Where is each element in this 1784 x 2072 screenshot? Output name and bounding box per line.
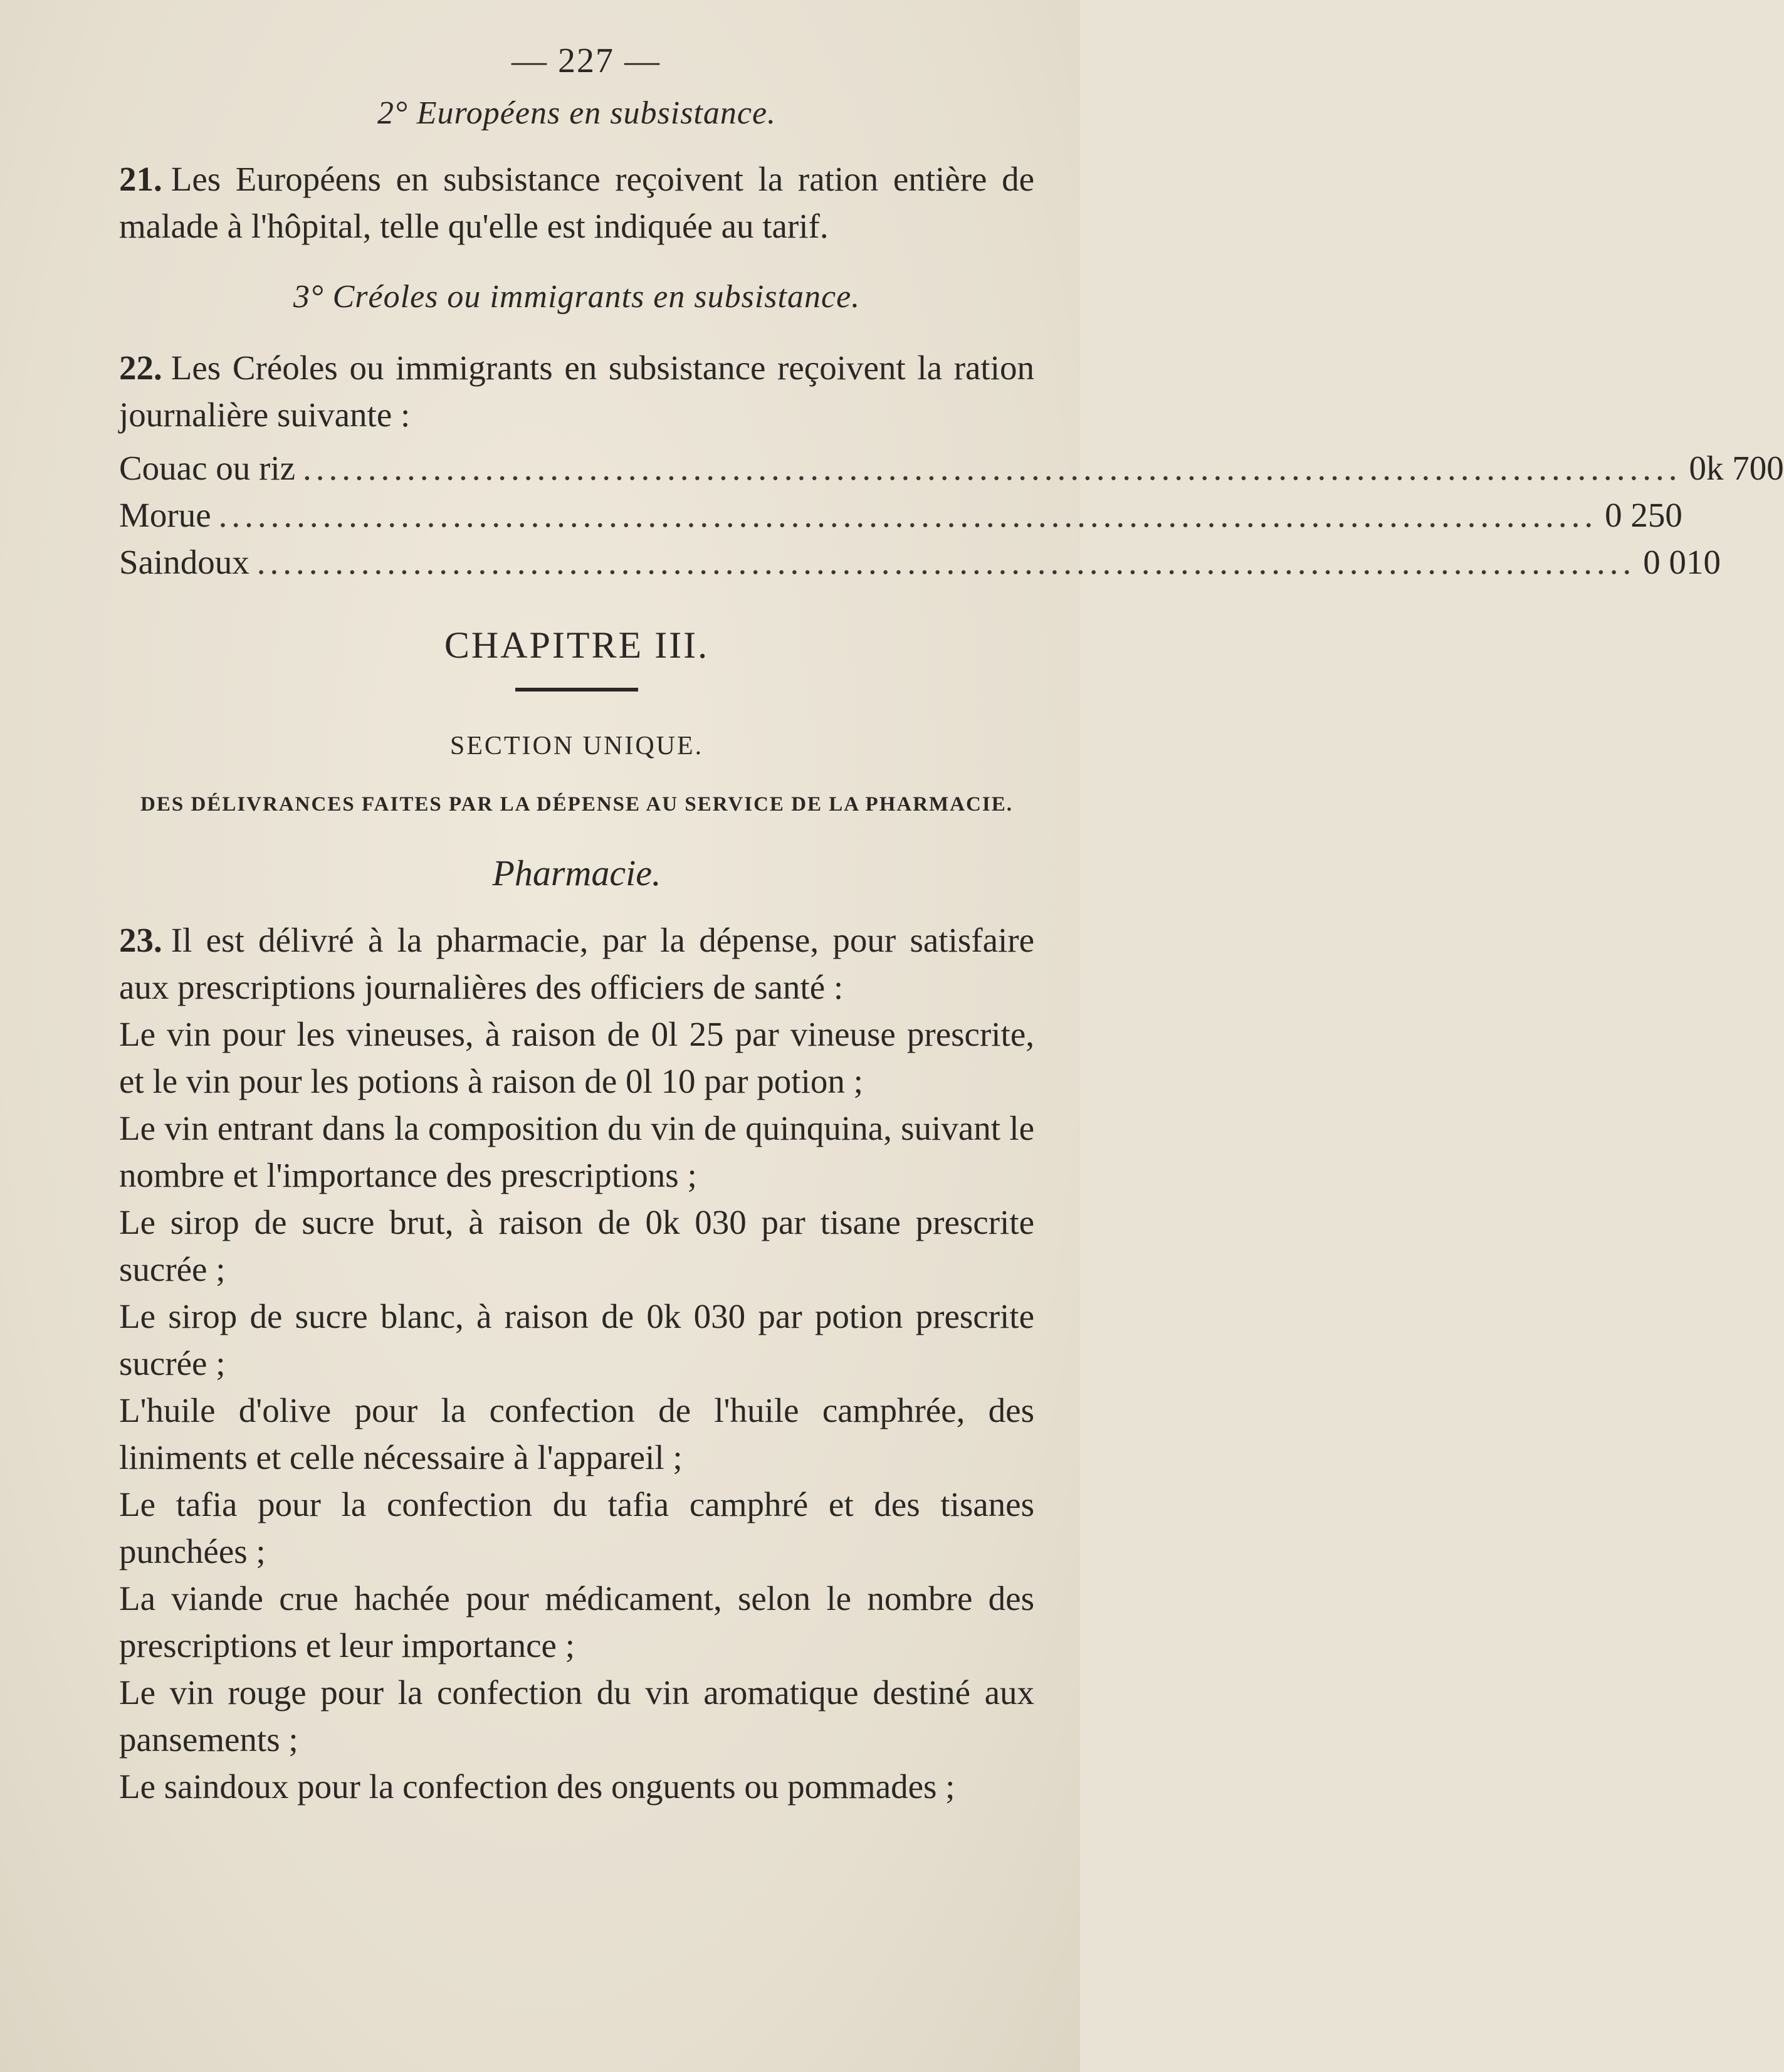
list-item: Le saindoux pour la confection des onguents ou pommades ; bbox=[119, 1767, 955, 1806]
list-item: L'huile d'olive pour la confection de l'huile camphrée, des liniments et celle nécessaire à l'appareil ; bbox=[119, 1391, 1034, 1476]
ration-row bbox=[119, 444, 1784, 492]
page-number: — 227 — bbox=[512, 41, 661, 80]
leader-dots: .......................................................................................................... bbox=[303, 449, 1682, 487]
ration-quantity: 0 010 bbox=[1643, 543, 1721, 581]
article-22 bbox=[119, 344, 1034, 438]
chapter-title: CHAPITRE III. bbox=[444, 624, 710, 666]
leader-dots: .......................................................................................................... bbox=[256, 543, 1636, 581]
section-subtitle: DES DÉLIVRANCES FAITES PAR LA DÉPENSE AU SERVICE DE LA PHARMACIE. bbox=[140, 793, 1013, 816]
leader-dots: .......................................................................................................... bbox=[218, 496, 1598, 534]
article-text: Il est délivré à la pharmacie, par la dépense, pour satisfaire aux prescriptions journalières des officiers de santé : bbox=[119, 921, 1034, 1006]
article-21 bbox=[119, 155, 1034, 250]
pharmacie-heading: Pharmacie. bbox=[492, 853, 661, 893]
ration-row bbox=[119, 492, 1682, 539]
ration-item: Morue bbox=[119, 496, 211, 534]
list-item: Le tafia pour la confection du tafia camphré et des tisanes punchées ; bbox=[119, 1485, 1034, 1570]
article-number: 21. bbox=[119, 160, 162, 198]
list-item: Le vin pour les vineuses, à raison de 0l 25 par vineuse prescrite, et le vin pour les potions à raison de 0l 10 par potion ; bbox=[119, 1015, 1034, 1100]
ration-item: Saindoux bbox=[119, 543, 249, 581]
section-title: SECTION UNIQUE. bbox=[449, 732, 704, 760]
list-item: La viande crue hachée pour médicament, selon le nombre des prescriptions et leur importance ; bbox=[119, 1579, 1034, 1664]
delivery-list bbox=[119, 1011, 1034, 1810]
page-text bbox=[119, 38, 1784, 1810]
ration-table bbox=[119, 444, 1784, 586]
list-item: Le sirop de sucre blanc, à raison de 0k 030 par potion prescrite sucrée ; bbox=[119, 1297, 1034, 1382]
article-number: 22. bbox=[119, 349, 162, 387]
article-23 bbox=[119, 917, 1034, 1011]
ration-quantity: 0k 700 bbox=[1689, 449, 1784, 487]
list-item: Le vin rouge pour la confection du vin aromatique destiné aux pansements ; bbox=[119, 1673, 1034, 1759]
divider-rule bbox=[515, 688, 638, 692]
section-heading-europeens: 2° Européens en subsistance. bbox=[377, 95, 777, 131]
article-number: 23. bbox=[119, 921, 162, 959]
section-heading-creoles: 3° Créoles ou immigrants en subsistance. bbox=[293, 279, 861, 315]
article-text: Les Créoles ou immigrants en subsistance reçoivent la ration journalière suivante : bbox=[119, 349, 1034, 434]
list-item: Le sirop de sucre brut, à raison de 0k 030 par tisane prescrite sucrée ; bbox=[119, 1203, 1034, 1288]
article-text: Les Européens en subsistance reçoivent la ration entière de malade à l'hôpital, telle qu'elle est indiquée au tarif. bbox=[119, 160, 1034, 245]
ration-quantity: 0 250 bbox=[1605, 496, 1682, 534]
list-item: Le vin entrant dans la composition du vin de quinquina, suivant le nombre et l'importance des prescriptions ; bbox=[119, 1109, 1034, 1194]
ration-row bbox=[119, 539, 1721, 586]
ration-item: Couac ou riz bbox=[119, 449, 296, 487]
